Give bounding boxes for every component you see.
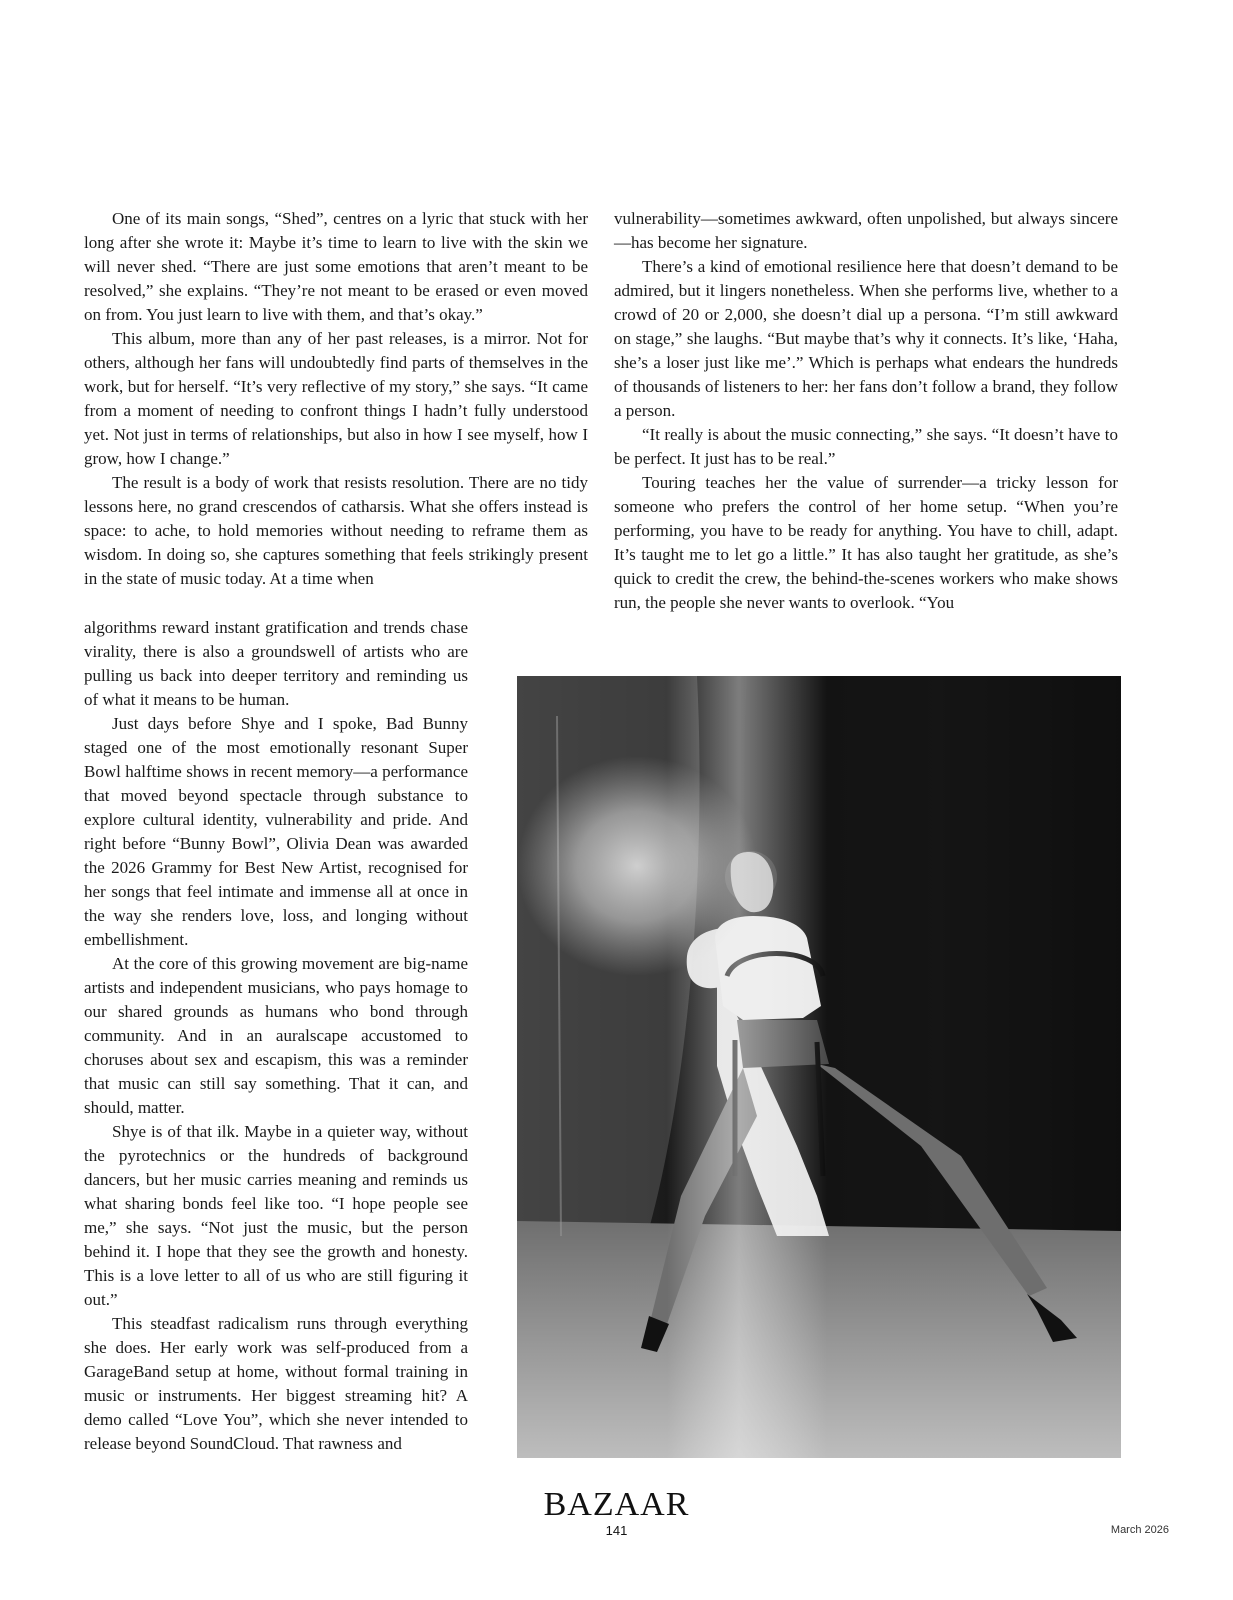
article-column-right [614,207,1118,615]
paragraph: At the core of this growing movement are big-name artists and independent musicians, who pays homage to our shared grounds as humans who bond through community. And in an auralscape accustomed to choruses about sex and escapism, this was a reminder that music can still say something. That it can, and should, matter. [84,954,468,1117]
portrait-photo [517,676,1121,1458]
paragraph-continuation: vulnerability—sometimes awkward, often unpolished, but always sincere—has become her signature. [614,209,1118,252]
paragraph: This album, more than any of her past releases, is a mirror. Not for others, although her fans will undoubtedly find parts of themselves in the work, but for herself. “It’s very reflective of my story,” she says. “It came from a moment of needing to confront things I hadn’t fully understood yet. Not just in terms of relationships, but also in how I see myself, how I grow, how I change.” [84,329,588,468]
paragraph: Shye is of that ilk. Maybe in a quieter way, without the pyrotechnics or the hundreds of background dancers, but her music carries meaning and reminds us what sharing bonds feel like too. “I hope people see me,” she says. “Not just the music, but the person behind it. I hope that they see the growth and honesty. This is a love letter to all of us who are still figuring it out.” [84,1122,468,1309]
article-column-left-narrow [84,616,468,1456]
paragraph: Just days before Shye and I spoke, Bad Bunny staged one of the most emotionally resonant Super Bowl halftime shows in recent memory—a performance that moved beyond spectacle through substance to explore cultural identity, vulnerability and pride. And right before “Bunny Bowl”, Olivia Dean was awarded the 2026 Grammy for Best New Artist, recognised for her songs that feel intimate and immense all at once in the way she renders love, loss, and longing without embellishment. [84,714,468,949]
issue-date: March 2026 [1110,1524,1169,1536]
paragraph: Touring teaches her the value of surrender—a tricky lesson for someone who prefers the control of her home setup. “When you’re performing, you have to be ready for anything. You have to chill, adapt. It’s taught me to let go a little.” It has also taught her gratitude, as she’s quick to credit the crew, the behind-the-scenes workers who make shows run, the people she never wants to overlook. “You [614,473,1118,612]
portrait-photo-illustration [517,676,1121,1458]
paragraph: One of its main songs, “Shed”, centres on a lyric that stuck with her long after she wrote it: Maybe it’s time to learn to live with the skin we will never shed. “There are just some emotions that aren’t meant to be resolved,” she explains. “They’re not meant to be erased or even moved on from. You just learn to live with them, and that’s okay.” [84,209,588,324]
paragraph: The result is a body of work that resists resolution. There are no tidy lessons here, no grand crescendos of catharsis. What she offers instead is space: to ache, to hold memories without needing to reframe them as wisdom. In doing so, she captures something that feels strikingly present in the state of music today. At a time when [84,473,588,588]
paragraph: “It really is about the music connecting,” she says. “It doesn’t have to be perfect. It just has to be real.” [614,425,1118,468]
paragraph-continuation: algorithms reward instant gratification and trends chase virality, there is also a groundswell of artists who are pulling us back into deeper territory and reminding us of what it means to be human. [84,618,468,709]
page-number: 141 [605,1523,628,1538]
paragraph: This steadfast radicalism runs through everything she does. Her early work was self-produced from a GarageBand setup at home, without formal training in music or instruments. Her biggest streaming hit? A demo called “Love You”, which she never intended to release beyond SoundCloud. That rawness and [84,1314,468,1453]
paragraph: There’s a kind of emotional resilience here that doesn’t demand to be admired, but it lingers nonetheless. When she performs live, whether to a crowd of 20 or 2,000, she doesn’t dial up a persona. “I’m still awkward on stage,” she laughs. “But maybe that’s why it connects. It’s like, ‘Haha, she’s a loser just like me’.” Which is perhaps what endears the hundreds of thousands of listeners to her: her fans don’t follow a brand, they follow a person. [614,257,1118,420]
article-column-left [84,207,588,591]
magazine-logo: BAZAAR [543,1486,690,1523]
